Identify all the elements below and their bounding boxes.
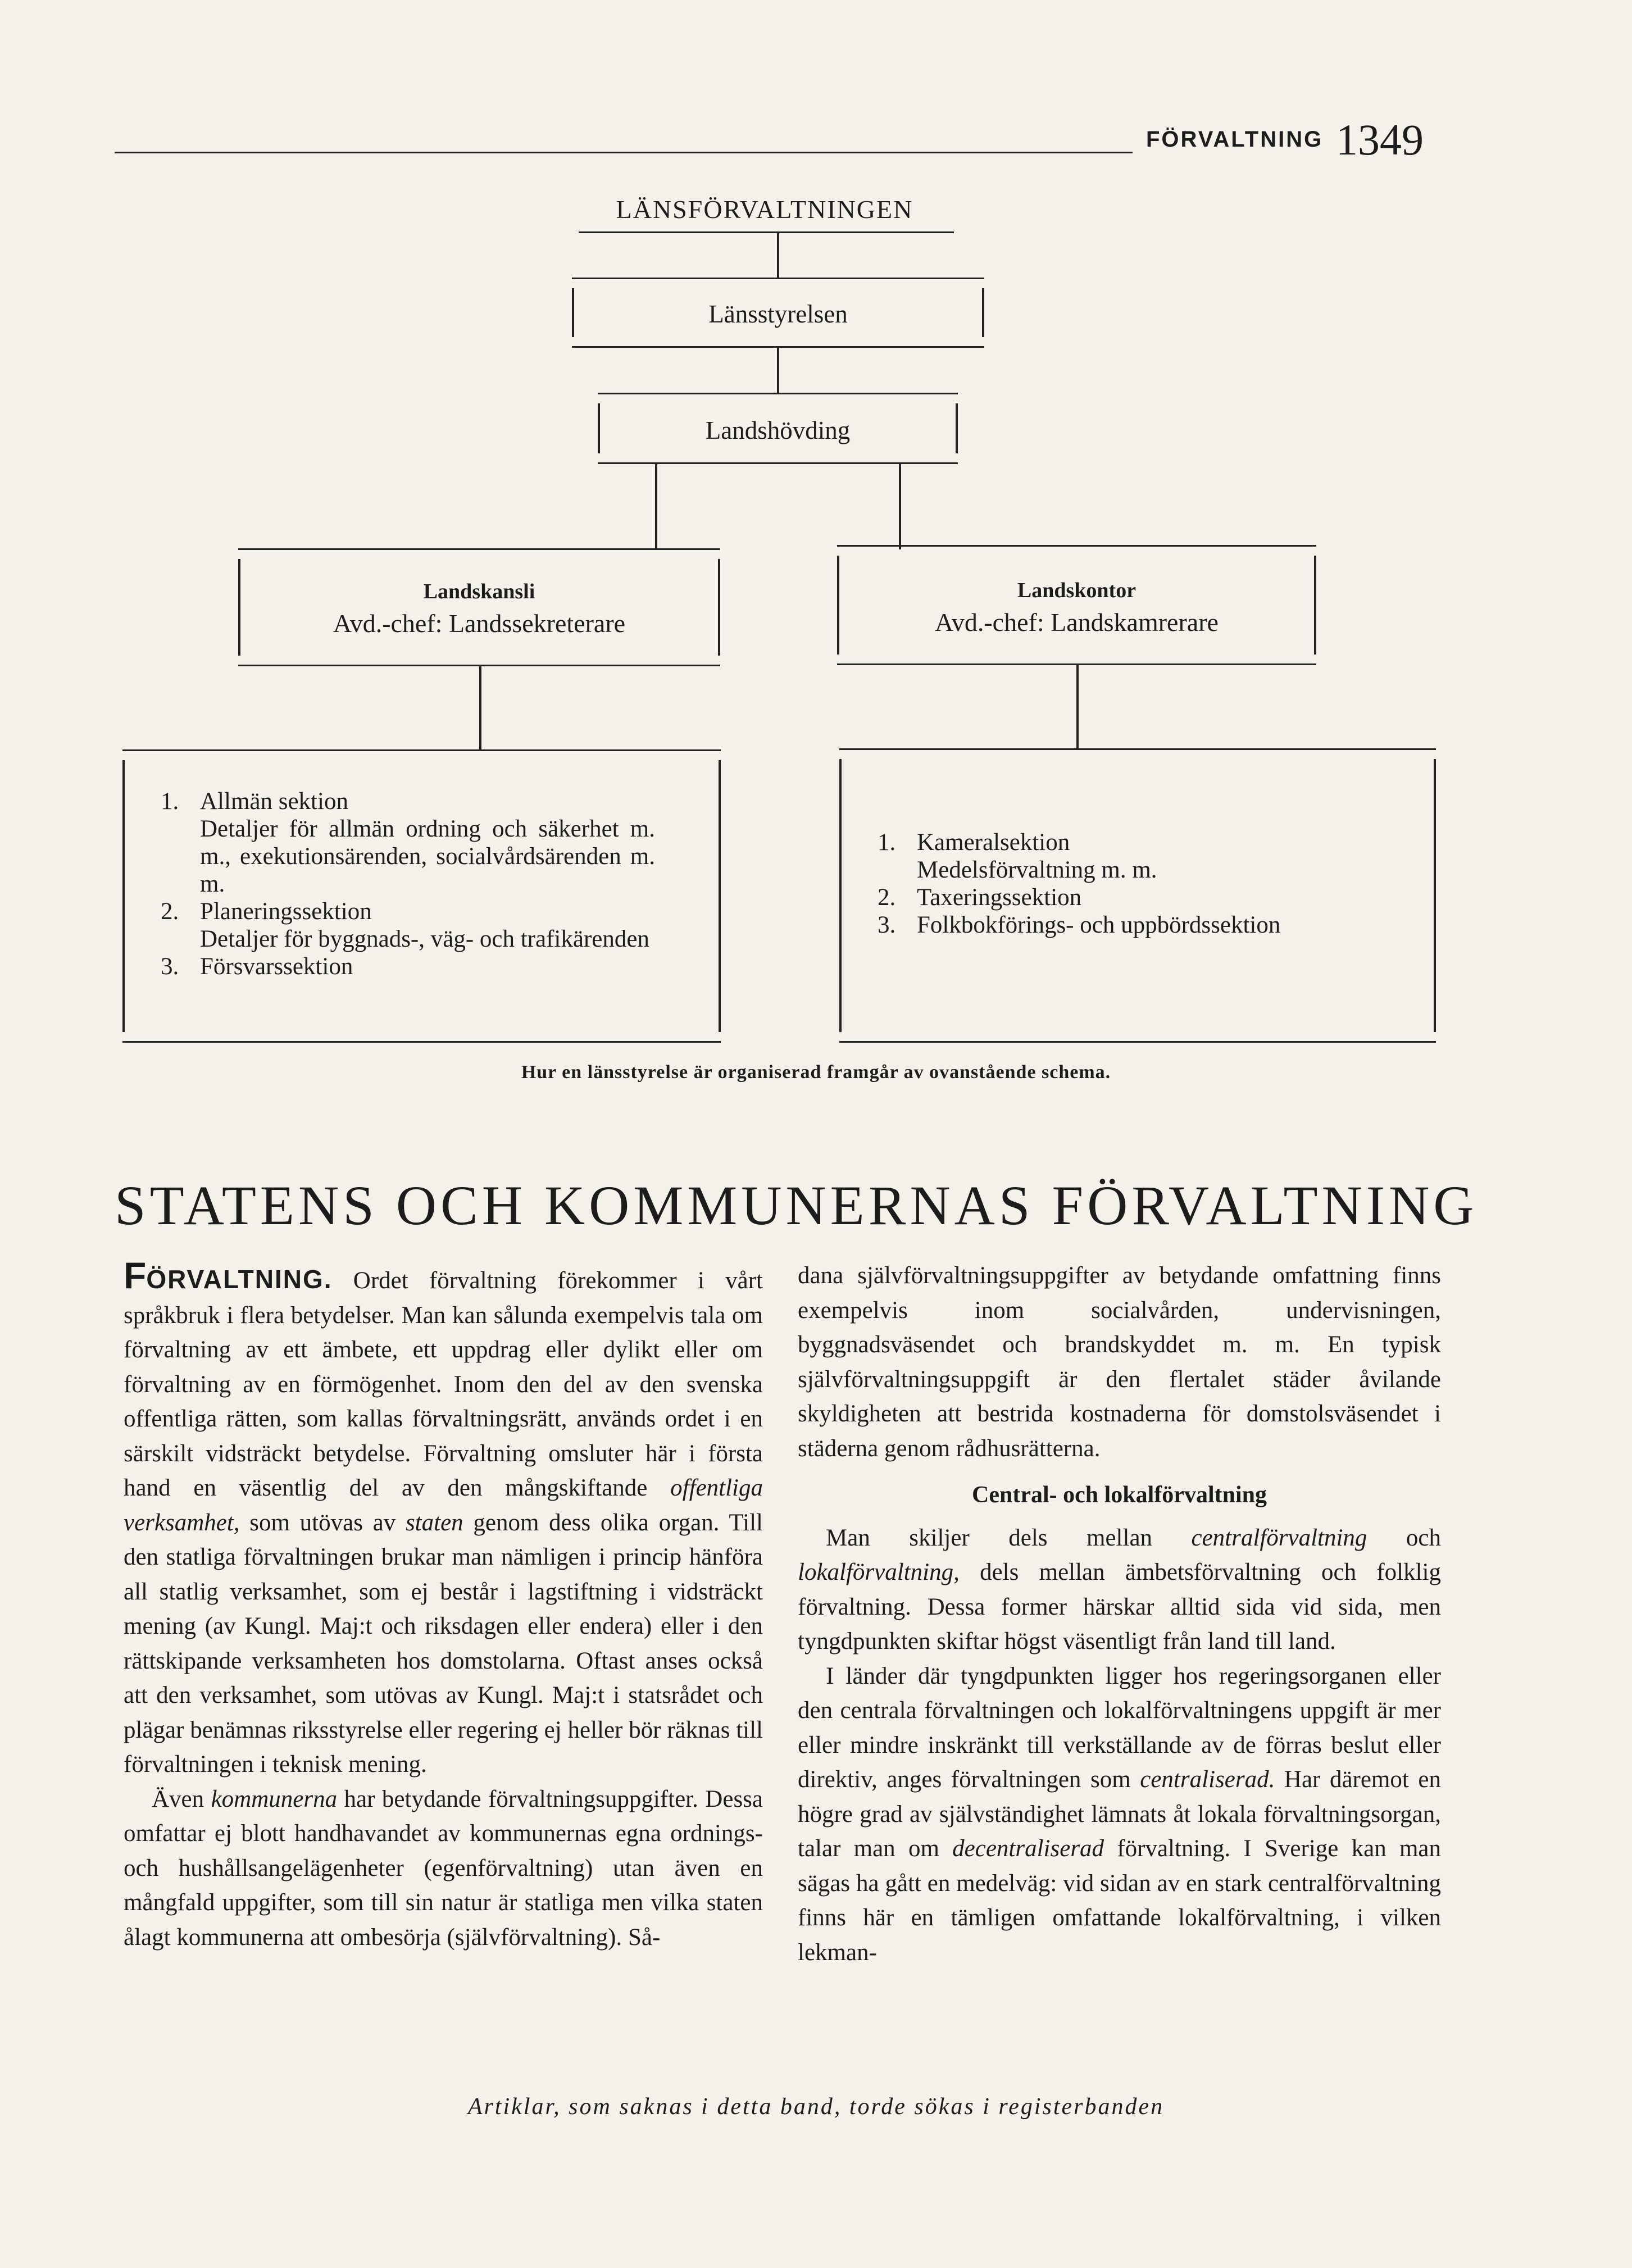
connector-line <box>479 666 481 751</box>
paragraph <box>798 1521 1441 1659</box>
section-name: Kameralsektion <box>917 829 1070 856</box>
text-run: förvaltning. I Sverige kan man sägas ha gått en medelväg: vid sidan av en stark centralförvaltning finns här en tämligen omfattande lokalförvaltning, i vilken lekman- <box>798 1835 1441 1966</box>
text-run: Har däremot en högre grad av självständighet lämnats åt lokala förvaltningsorgan, talar man om <box>798 1766 1441 1862</box>
section-name: Allmän sektion <box>200 788 348 815</box>
chart-title-underline <box>579 231 954 233</box>
section-detail: Medelsförvaltning m. m. <box>917 857 1157 883</box>
connector-line <box>777 233 779 279</box>
landskontor-section-list <box>878 829 1383 939</box>
drop-cap: F <box>124 1255 147 1296</box>
box-landskontor <box>837 545 1316 665</box>
paragraph <box>124 1255 763 1782</box>
connector-line <box>899 464 901 549</box>
chart-title: LÄNSFÖRVALTNINGEN <box>616 195 913 224</box>
section-name: Försvarssektion <box>200 953 353 980</box>
header-rule <box>115 152 1133 153</box>
list-item <box>878 829 1383 884</box>
box-lansstyrelsen-label: Länsstyrelsen <box>708 300 848 328</box>
landskansli-name: Landskansli <box>423 580 535 603</box>
list-item <box>161 898 655 953</box>
paragraph <box>798 1659 1441 1970</box>
text-run-italic: centralförvaltning <box>1191 1524 1367 1551</box>
text-run-italic: decentraliserad <box>952 1835 1104 1862</box>
section-detail: Detaljer för byggnads-, väg- och trafikärenden <box>200 926 649 952</box>
text-run: Man skiljer dels mellan <box>826 1524 1192 1551</box>
box-landskansli <box>238 548 720 666</box>
landskansli-head: Avd.-chef: Landssekreterare <box>333 609 626 638</box>
article-title: STATENS OCH KOMMUNERNAS FÖRVALTNING <box>115 1174 1478 1237</box>
text-run-italic: kommunerna <box>211 1785 338 1812</box>
landskansli-section-list <box>161 788 655 980</box>
article-column-right <box>798 1258 1441 1970</box>
article-column-left <box>124 1255 763 1955</box>
list-item <box>161 788 655 898</box>
lead-word: ÖRVALTNING. <box>146 1265 333 1294</box>
paragraph <box>124 1782 763 1955</box>
landskontor-head: Avd.-chef: Landskamrerare <box>935 608 1219 637</box>
list-item <box>878 884 1383 911</box>
text-run: som utövas av <box>239 1509 406 1536</box>
landskontor-name: Landskontor <box>1017 579 1137 602</box>
section-name: Folkbokförings- och uppbördssektion <box>917 912 1281 938</box>
subheading: Central- och lokalförvaltning <box>972 1482 1267 1508</box>
text-run-italic: staten <box>405 1509 463 1536</box>
text-run-italic: lokalförvaltning, <box>798 1559 960 1585</box>
text-run: och <box>1367 1524 1441 1551</box>
list-item <box>878 911 1383 939</box>
list-item <box>161 953 655 980</box>
page-number: 1349 <box>1336 115 1424 164</box>
section-number: 2. <box>878 884 896 911</box>
section-detail: Detaljer för allmän ordning och säkerhet m. m., exekutionsärenden, socialvårdsärenden m. m. <box>200 816 655 897</box>
footer-note: Artiklar, som saknas i detta band, torde sökas i registerbanden <box>467 2094 1165 2120</box>
section-number: 1. <box>878 829 896 856</box>
text-run: Även <box>152 1785 211 1812</box>
text-run: dels mellan ämbetsförvaltning och folklig förvaltning. Dessa former härskar alltid sida vid sida, men tyngdpunkten skiftar högst väsentligt från land till land. <box>798 1559 1441 1655</box>
box-landshovding <box>598 393 958 464</box>
section-number: 2. <box>161 898 179 925</box>
connector-line <box>655 464 657 549</box>
text-run-italic: centraliserad. <box>1140 1766 1275 1793</box>
section-name: Planeringssektion <box>200 898 372 925</box>
text-run: I länder där tyngdpunkten ligger hos regeringsorganen eller den centrala förvaltningen och lokalförvaltningens uppgift är mer eller mindre inskränkt till verkställande av de förras beslut eller direktiv, anges förvaltningen som <box>798 1662 1441 1793</box>
section-number: 1. <box>161 788 179 815</box>
section-name: Taxeringssektion <box>917 884 1082 911</box>
box-landskontor-sections <box>839 748 1436 1043</box>
section-number: 3. <box>878 912 896 938</box>
running-head: FÖRVALTNING <box>1146 127 1324 152</box>
section-number: 3. <box>161 953 179 980</box>
box-landshovding-label: Landshövding <box>705 416 851 444</box>
paragraph-continued: dana självförvaltningsuppgifter av betydande omfattning finns exempelvis inom socialvården, undervisningen, byggnadsväsendet och brandskyddet m. m. En typisk självförvaltningsuppgift är den flertalet städer åvilande skyldigheten att bestrida kostnaderna för domstolsväsendet i städerna genom rådhusrätterna. <box>798 1262 1441 1462</box>
text-run: Ordet förvaltning förekommer i vårt språkbruk i flera betydelser. Man kan sålunda exempelvis tala om förvaltning av ett ämbete, ett uppdrag eller dylikt eller om förvaltning av en förmögenhet. Inom den del av den svenska offentliga rätten, som kallas förvaltningsrätt, används ordet i en särskilt vidsträckt betydelse. Förvaltning omsluter här i första hand en väsentlig del av den mångskiftande <box>124 1267 763 1501</box>
box-lansstyrelsen <box>572 278 984 348</box>
text-run: har betydande förvaltningsuppgifter. Dessa omfattar ej blott handhavandet av kommunernas egna ordnings- och hushållsangelägenheter (egenförvaltning) utan även en mångfald uppgifter, som till sin natur är statliga men vilka staten ålagt kommunerna att ombesörja (självförvaltning). Så- <box>124 1785 763 1951</box>
text-run-italic: offentliga verksamhet, <box>124 1475 763 1536</box>
text-run: genom dess olika organ. Till den statliga förvaltningen brukar man nämligen i princip hänföra all statlig verksamhet, som ej består i lagstiftning i vidsträckt mening (av Kungl. Maj:t och riksdagen eller endera) eller i den rättskipande verksamheten hos domstolarna. Oftast anses också att den verksamhet, som utövas av Kungl. Maj:t i statsrådet och plägar benämnas riksstyrelse eller regering ej heller bör räknas till förvaltningen i teknisk mening. <box>124 1509 763 1778</box>
figure-caption: Hur en länsstyrelse är organiserad framgår av ovanstående schema. <box>521 1062 1111 1083</box>
connector-line <box>1076 665 1079 749</box>
box-landskansli-sections <box>122 749 721 1043</box>
connector-line <box>777 348 779 394</box>
